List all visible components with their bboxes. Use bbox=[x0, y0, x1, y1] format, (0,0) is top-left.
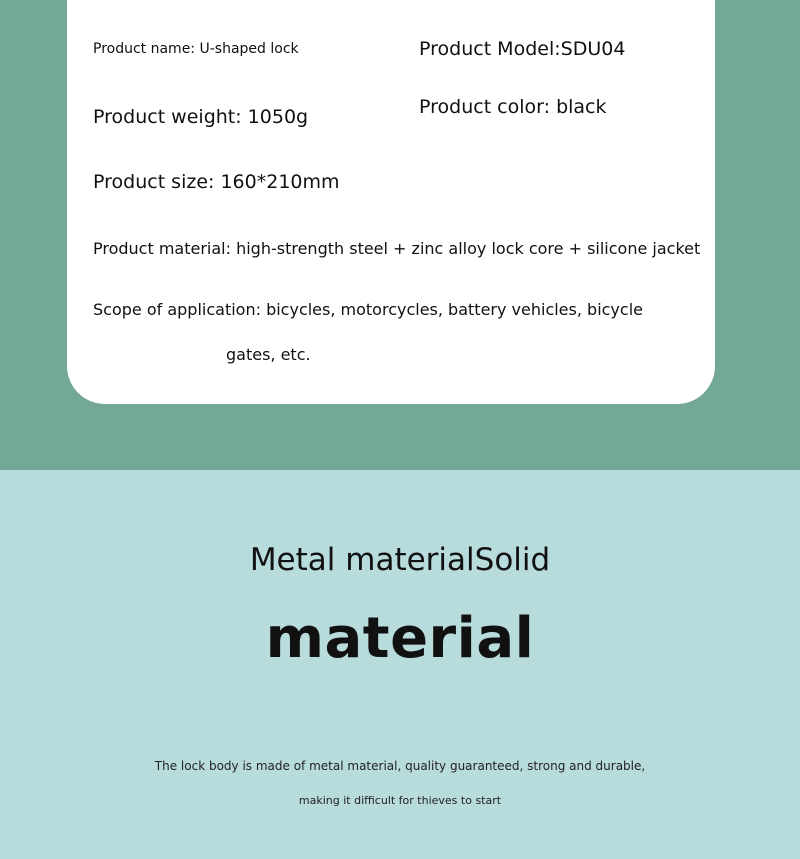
spec-scope-line-2: gates, etc. bbox=[226, 345, 311, 364]
feature-headline-line-1: Metal materialSolid bbox=[249, 542, 551, 578]
spec-product-size: Product size: 160*210mm bbox=[93, 171, 340, 193]
spec-product-material: Product material: high-strength steel + zinc alloy lock core + silicone jacket bbox=[93, 239, 701, 258]
feature-description-line-2: making it difficult for thieves to start bbox=[298, 794, 502, 807]
feature-section bbox=[0, 470, 800, 859]
feature-headline-line-2: material bbox=[265, 606, 535, 671]
spec-product-weight: Product weight: 1050g bbox=[93, 106, 309, 128]
spec-product-name: Product name: U-shaped lock bbox=[93, 41, 299, 57]
feature-description-line-1: The lock body is made of metal material, quality guaranteed, strong and durable, bbox=[154, 759, 646, 773]
spec-scope-line-1: Scope of application: bicycles, motorcycles, battery vehicles, bicycle bbox=[93, 300, 643, 319]
spec-card bbox=[67, 0, 715, 404]
spec-product-model: Product Model:SDU04 bbox=[419, 38, 626, 60]
spec-product-color: Product color: black bbox=[419, 96, 607, 118]
